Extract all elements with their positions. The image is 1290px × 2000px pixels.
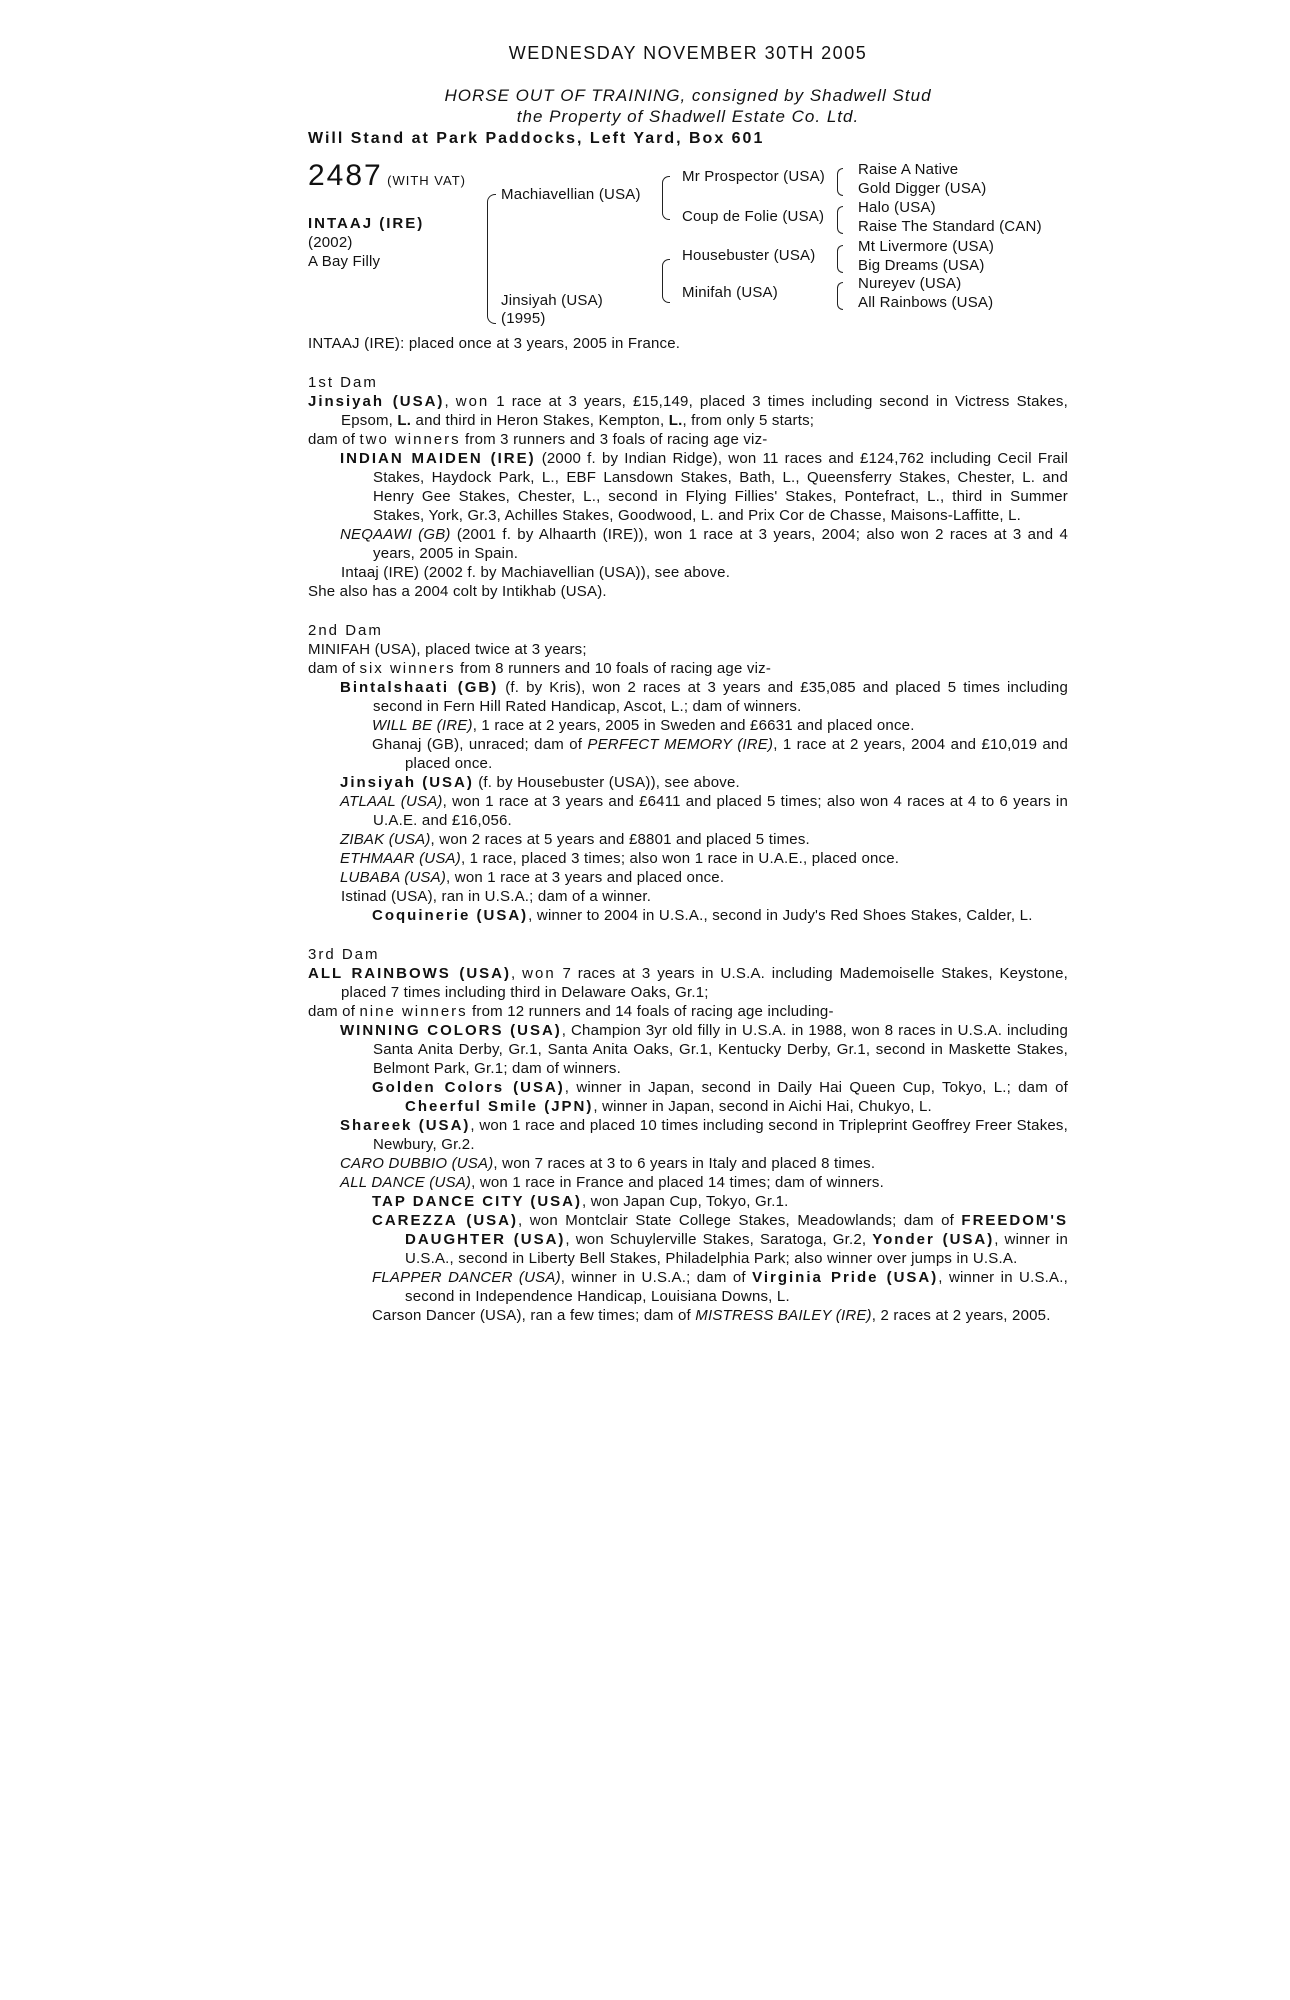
produce-name: PERFECT MEMORY (IRE): [587, 736, 774, 753]
produce-name: NEQAAWI (GB): [340, 526, 451, 543]
produce-name: Jinsiyah (USA): [340, 774, 474, 791]
pedigree-brace-3: [662, 259, 670, 303]
produce-text: , won 1 race at 3 years and £6411 and placed 5 times; also won 4 races at 4 to 6 years in U.A.E. and £16,056.: [373, 793, 1068, 829]
sire-dam-sire: Halo (USA): [858, 199, 936, 216]
winner-count: two winners: [359, 431, 461, 448]
produce-text: , won 1 race and placed 10 times including second in Tripleprint Geoffrey Freer Stakes, Newbury, Gr.2.: [373, 1117, 1069, 1153]
stand-location: Will Stand at Park Paddocks, Left Yard, Box 601: [308, 130, 765, 147]
produce-text: Carson Dancer (USA), ran a few times; dam of: [372, 1307, 696, 1324]
pedigree-brace-6: [837, 245, 843, 273]
second-dam-record: MINIFAH (USA), placed twice at 3 years;: [308, 641, 587, 658]
produce-entry: [308, 830, 1068, 849]
dam-sire: Housebuster (USA): [682, 247, 816, 264]
produce-name: WINNING COLORS (USA): [340, 1022, 562, 1039]
produce-name: MISTRESS BAILEY (IRE): [695, 1307, 872, 1324]
second-dam-section: [308, 621, 1068, 925]
produce-entry: Intaaj (IRE) (2002 f. by Machiavellian (USA)), see above.: [341, 564, 731, 581]
first-dam-section: [308, 373, 1068, 601]
produce-text: Ghanaj (GB), unraced; dam of: [372, 736, 588, 753]
produce-text: , won 1 race in France and placed 14 times; dam of winners.: [471, 1174, 884, 1191]
produce-name: CARO DUBBIO (USA): [340, 1155, 494, 1172]
produce-entry: [308, 868, 1068, 887]
dam-of-suffix: from 8 runners and 10 foals of racing age viz-: [455, 660, 772, 677]
produce-name: FLAPPER DANCER (USA): [372, 1269, 561, 1286]
produce-text: , won Japan Cup, Tokyo, Gr.1.: [582, 1193, 789, 1210]
produce-text: , 1 race at 2 years, 2005 in Sweden and £6631 and placed once.: [472, 717, 915, 734]
dam-of-suffix: from 3 runners and 3 foals of racing age viz-: [460, 431, 768, 448]
third-dam-name: ALL RAINBOWS (USA): [308, 965, 512, 982]
sire-sire-dam: Gold Digger (USA): [858, 180, 987, 197]
produce-name: FREEDOM'S DAUGHTER (USA): [405, 1212, 1068, 1248]
third-dam-heading: 3rd Dam: [308, 946, 380, 963]
produce-entry: [308, 1021, 1068, 1078]
grand-produce-entry: [308, 735, 1068, 773]
produce-name: Golden Colors (USA): [372, 1079, 565, 1096]
produce-entry: [308, 678, 1068, 716]
dam-sire-sire: Mt Livermore (USA): [858, 238, 995, 255]
sale-date: WEDNESDAY NOVEMBER 30TH 2005: [508, 43, 868, 63]
produce-name: ALL DANCE (USA): [340, 1174, 472, 1191]
produce-text: , 1 race at 2 years, 2004 and £10,019 and placed once.: [405, 736, 1069, 772]
vat-note: (WITH VAT): [387, 173, 466, 188]
produce-name: TAP DANCE CITY (USA): [372, 1193, 583, 1210]
produce-name: WILL BE (IRE): [372, 717, 473, 734]
additional-produce: She also has a 2004 colt by Intikhab (USA).: [308, 583, 607, 600]
third-dam-won: won: [522, 965, 556, 982]
pedigree-table: [308, 159, 1068, 327]
produce-text: , winner in Japan, second in Aichi Hai, Chukyo, L.: [593, 1098, 932, 1115]
horse-name: INTAAJ (IRE): [308, 215, 425, 232]
produce-entry: [308, 1116, 1068, 1154]
pedigree-brace-1: [487, 194, 496, 324]
pedigree-brace-2: [662, 176, 670, 220]
produce-text: , won Schuylerville Stakes, Saratoga, Gr.2,: [565, 1231, 873, 1248]
first-dam-heading: 1st Dam: [308, 374, 378, 391]
produce-text: , Champion 3yr old filly in U.S.A. in 1988, won 8 races in U.S.A. including Santa Anita Derby, Gr.1, Santa Anita Oaks, Gr.1, Kentucky Derby, Gr.1, second in Maskette Stakes, Belmont Park, Gr.1; dam of winners.: [373, 1022, 1068, 1077]
pedigree-brace-4: [837, 168, 843, 196]
produce-name: Yonder (USA): [872, 1231, 995, 1248]
lot-number: 2487: [308, 159, 383, 192]
produce-name: Shareek (USA): [340, 1117, 471, 1134]
produce-entry: [308, 773, 1068, 792]
sire-dam: Coup de Folie (USA): [682, 208, 825, 225]
dam-of-prefix: dam of: [308, 431, 360, 448]
second-dam-heading: 2nd Dam: [308, 622, 383, 639]
produce-text: , won 1 race at 3 years and placed once.: [446, 869, 725, 886]
sire: Machiavellian (USA): [501, 186, 641, 203]
grand-produce-entry: [308, 1306, 1068, 1325]
produce-text: , 1 race, placed 3 times; also won 1 race in U.A.E., placed once.: [460, 850, 900, 867]
produce-name: Virginia Pride (USA): [752, 1269, 939, 1286]
first-dam-produce-summary: [308, 430, 1068, 449]
produce-name: LUBABA (USA): [340, 869, 447, 886]
produce-name: ATLAAL (USA): [340, 793, 443, 810]
produce-text: , winner in U.S.A., second in Liberty Bell Stakes, Philadelphia Park; also winner over jumps in U.S.A.: [405, 1231, 1068, 1267]
produce-text: (f. by Housebuster (USA)), see above.: [473, 774, 740, 791]
first-dam-record: Jinsiyah (USA), won 1 race at 3 years, £15,149, placed 3 times including second in Victress Stakes, Epsom, L. and third in Heron Stakes, Kempton, L., from only 5 starts;: [308, 393, 1068, 429]
winner-count: six winners: [359, 660, 456, 677]
dam-dam-sire: Nureyev (USA): [858, 275, 962, 292]
dam-dam-dam: All Rainbows (USA): [858, 294, 994, 311]
third-dam-section: [308, 945, 1068, 1325]
produce-name: ETHMAAR (USA): [340, 850, 461, 867]
produce-text: , won 2 races at 5 years and £8801 and placed 5 times.: [430, 831, 810, 848]
dam-of-prefix: dam of: [308, 1003, 360, 1020]
produce-entry: [308, 1173, 1068, 1192]
produce-name: Cheerful Smile (JPN): [405, 1098, 594, 1115]
catalogue-page: [308, 44, 1068, 1325]
sire-dam-dam: Raise The Standard (CAN): [858, 218, 1042, 235]
pedigree-brace-7: [837, 282, 843, 310]
produce-name: Coquinerie (USA): [372, 907, 529, 924]
grand-produce-entry: [308, 1078, 1068, 1116]
produce-text: , winner in U.S.A.; dam of: [560, 1269, 753, 1286]
winner-count: nine winners: [359, 1003, 468, 1020]
dam-year: (1995): [501, 310, 546, 327]
dam: Jinsiyah (USA): [501, 292, 603, 309]
race-summary: INTAAJ (IRE): placed once at 3 years, 2005 in France.: [308, 335, 681, 352]
first-dam-name: Jinsiyah (USA): [308, 393, 445, 410]
dam-of-prefix: dam of: [308, 660, 360, 677]
grand-produce-entry: [308, 906, 1068, 925]
produce-entry: [308, 849, 1068, 868]
sire-sire-sire: Raise A Native: [858, 161, 959, 178]
third-dam-record: ALL RAINBOWS (USA), won 7 races at 3 years in U.S.A. including Mademoiselle Stakes, Keystone, placed 7 times including third in Delaware Oaks, Gr.1;: [308, 965, 1068, 1001]
third-dam-text: 7 races at 3 years in U.S.A. including Mademoiselle Stakes, Keystone, placed 7 times including third in Delaware Oaks, Gr.1;: [341, 965, 1068, 1001]
produce-text: , won 7 races at 3 to 6 years in Italy and placed 8 times.: [493, 1155, 876, 1172]
produce-text: (2000 f. by Indian Ridge), won 11 races and £124,762 including Cecil Frail Stakes, Haydock Park, L., EBF Lansdown Stakes, Bath, L., Queensferry Stakes, Chester, L. and Henry Gee Stakes, Chester, L., second in Flying Fillies' Stakes, Pontefract, L., third in Summer Stakes, York, Gr.3, Achilles Stakes, Goodwood, L. and Prix Cor de Chasse, Maisons-Laffitte, L.: [373, 450, 1068, 524]
produce-name: Bintalshaati (GB): [340, 679, 499, 696]
produce-entry: [308, 449, 1068, 525]
foaling-year: (2002): [308, 234, 353, 251]
produce-text: , won Montclair State College Stakes, Meadowlands; dam of: [517, 1212, 962, 1229]
produce-entry: [308, 525, 1068, 563]
produce-entry: Istinad (USA), ran in U.S.A.; dam of a winner.: [341, 888, 652, 905]
listed-mark: L.: [397, 412, 412, 429]
produce-text: , winner in Japan, second in Daily Hai Queen Cup, Tokyo, L.; dam of: [564, 1079, 1069, 1096]
first-dam-won: won: [455, 393, 490, 410]
produce-name: ZIBAK (USA): [340, 831, 431, 848]
produce-name: CAREZZA (USA): [372, 1212, 518, 1229]
grand-produce-entry: [308, 716, 1068, 735]
produce-text: (f. by Kris), won 2 races at 3 years and £35,085 and placed 5 times including second in Fern Hill Rated Handicap, Ascot, L.; dam of winners.: [373, 679, 1068, 715]
consignment-line-2: the Property of Shadwell Estate Co. Ltd.: [516, 107, 860, 126]
produce-name: INDIAN MAIDEN (IRE): [340, 450, 536, 467]
dam-of-suffix: from 12 runners and 14 foals of racing age including-: [467, 1003, 834, 1020]
pedigree-brace-5: [837, 206, 843, 234]
produce-entry: [308, 792, 1068, 830]
first-dam-text-1: 1 race at 3 years, £15,149, placed 3 times including second in Victress Stakes, Epsom,: [341, 393, 1068, 429]
dam-dam: Minifah (USA): [682, 284, 778, 301]
lot-header: [308, 159, 466, 192]
produce-text: , winner to 2004 in U.S.A., second in Judy's Red Shoes Stakes, Calder, L.: [528, 907, 1033, 924]
grand-produce-entry: [308, 1211, 1068, 1268]
produce-entry: [308, 1154, 1068, 1173]
second-dam-produce-summary: [308, 659, 1068, 678]
sire-sire: Mr Prospector (USA): [682, 168, 825, 185]
produce-text: (2001 f. by Alhaarth (IRE)), won 1 race at 3 years, 2004; also won 2 races at 3 and 4 years, 2005 in Spain.: [373, 526, 1068, 562]
listed-mark: L.: [668, 412, 683, 429]
first-dam-text-3: , from only 5 starts;: [682, 412, 815, 429]
produce-text: , winner in U.S.A., second in Independence Handicap, Louisiana Downs, L.: [405, 1269, 1068, 1305]
third-dam-produce-summary: [308, 1002, 1068, 1021]
consignment-line-1: HORSE OUT OF TRAINING, consigned by Shadwell Stud: [444, 86, 932, 105]
dam-sire-dam: Big Dreams (USA): [858, 257, 985, 274]
first-dam-text-2: and third in Heron Stakes, Kempton,: [411, 412, 669, 429]
grand-produce-entry: [308, 1192, 1068, 1211]
grand-produce-entry: [308, 1268, 1068, 1306]
horse-description: A Bay Filly: [308, 253, 381, 270]
produce-text: , 2 races at 2 years, 2005.: [871, 1307, 1051, 1324]
